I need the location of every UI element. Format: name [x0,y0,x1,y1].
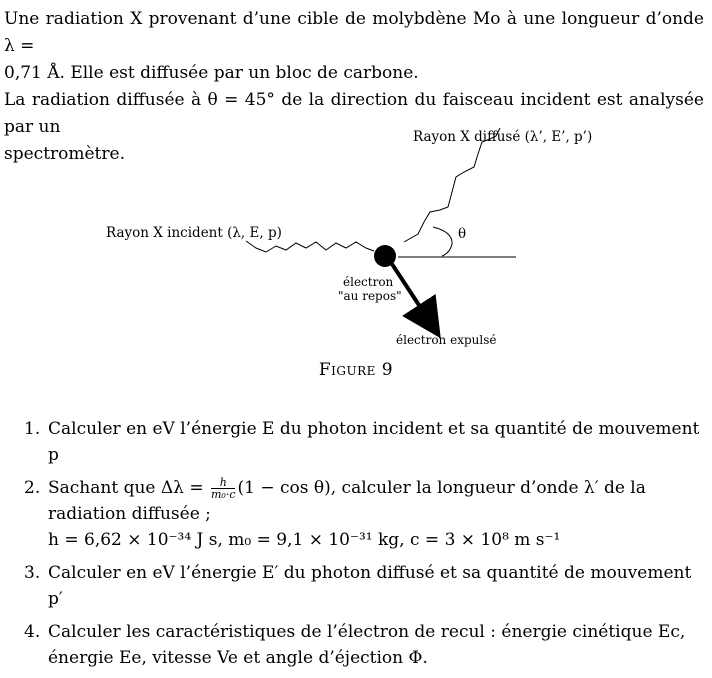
scattered-ray-label: Rayon X diffusé (λ’, E’, p’) [413,129,593,145]
question-3 [4,560,704,612]
incident-ray-label: Rayon X incident (λ, E, p) [106,225,282,241]
question-text-a: Sachant que Δλ = [48,478,204,498]
fraction-numerator: h [211,477,236,489]
question-text-b: (1 − cos θ), calculer la longueur d’onde λ′ de la radiation diffusée ; [48,478,646,524]
electron-label-1: électron [343,275,394,289]
question-number: 3. [24,563,41,583]
intro-line-3: La radiation diffusée à θ = 45° de la direction du faisceau incident est analysée par un [4,90,704,137]
theta-label: θ [458,226,467,242]
theta-arc [433,227,452,256]
electron-label-2: "au repos" [338,289,402,303]
figure-caption: Figure 9 [318,360,394,380]
question-text: Calculer en eV l’énergie E du photon incident et sa quantité de mouvement p [48,419,700,465]
fraction [211,477,236,500]
question-text: Calculer en eV l’énergie E′ du photon diffusé et sa quantité de mouvement p′ [48,563,692,609]
expelled-electron-label: électron expulsé [396,333,497,347]
physical-constants: h = 6,62 × 10⁻³⁴ J s, m₀ = 9,1 × 10⁻³¹ kg, c = 3 × 10⁸ m s⁻¹ [48,530,561,550]
question-number: 4. [24,622,41,642]
intro-line-2: 0,71 Å. Elle est diffusée par un bloc de carbone. [4,63,419,83]
question-number: 2. [24,478,41,498]
fraction-denominator: m₀·c [210,488,236,501]
intro-line-1: Une radiation X provenant d’une cible de molybdène Mo à une longueur d’onde λ = [4,9,704,56]
question-1 [4,416,704,468]
question-4 [4,619,704,671]
question-list [4,416,704,678]
question-text: Calculer les caractéristiques de l’électron de recul : énergie cinétique Ec, énergie Ee, vitesse Ve et angle d’éjection Φ. [48,622,686,668]
compton-figure [0,122,712,347]
question-2 [4,475,704,553]
intro-line-4: spectromètre. [4,144,125,164]
incident-wave [246,241,374,252]
scattered-wave [404,128,500,242]
question-number: 1. [24,419,41,439]
